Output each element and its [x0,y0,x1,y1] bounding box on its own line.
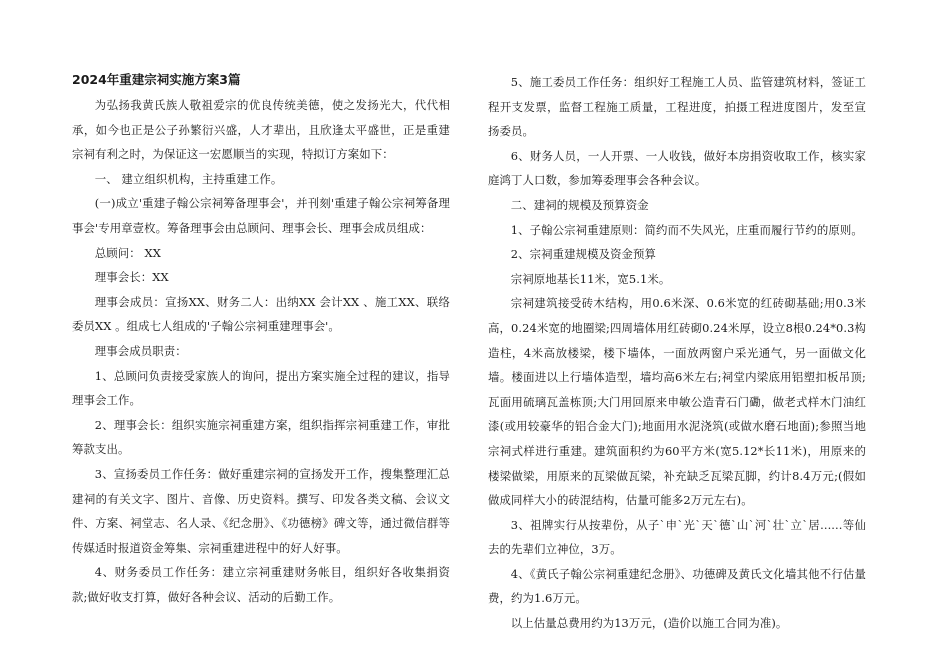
paragraph: (一)成立'重建子翰公宗祠筹备理事会'，并刊刻'重建子翰公宗祠筹备理事会'专用章壹枚。筹备理事会由总顾问、理事会长、理事会成员组成： [72,196,450,235]
paragraph: 宗祠建筑接受砖木结构，用0.6米深、0.6米宽的红砖砌基础;用0.3米高，0.24米宽的地圈梁;四周墙体用红砖砌0.24米厚，设立8根0.24*0.3构造柱，4米高放楼梁，楼下墙体，一面放两窗户采光通气，另一面做文化墙。楼面进以上行墙体造型，墙均高6米左右;祠堂内梁底用铝塑扣板吊顶;瓦面用硫璃瓦盖栋顶;大门用回原来申敏公造青石门磡，做老式样木门油红漆(或用较豪华的铝合金大门);地面用水泥浇筑(或做水磨石地面);参照当地宗祠式样进行重建。建筑面积约为60平方米(宽5.12*长11米)，用原来的楼梁做梁，用原来的瓦梁做瓦梁，补充缺乏瓦梁瓦脚，约计8.4万元;(假如做成同样大小的砖混结构，估量可能多2万元左右)。 [488,296,866,508]
document-title: 2024年重建宗祠实施方案3篇 [72,72,241,87]
paragraph: 理事会成员：宣扬XX、财务二人：出纳XX 会计XX 、施工XX、联络委员XX 。组成七人组成的'子翰公宗祠重建理事会'。 [72,294,450,334]
paragraph: 4、《黄氏子翰公宗祠重建纪念册》、功德碑及黄氏文化墙其他不行估量费，约为1.6万元。 [488,566,866,606]
paragraph: 1、子翰公宗祠重建原则：简约而不失风光，庄重而履行节约的原则。 [510,222,863,237]
paragraph: 宗祠原地基长11米，宽5.1米。 [510,271,671,286]
paragraph: 总顾问： XX [94,245,161,260]
left-column [72,70,450,609]
right-column [488,70,866,636]
paragraph: 5、施工委员工作任务：组织好工程施工人员、监管建筑材料，签证工程开支发票，监督工程施工质量，工程进度，拍摄工程进度图片，发至宣扬委员。 [488,75,866,139]
paragraph: 为弘扬我黄氏族人敬祖爱宗的优良传统美德，使之发扬光大，代代相承，如今也正是公子孙繁衍兴盛，人才辈出，且欣逢太平盛世，正是重建宗祠有利之时，为保证这一宏愿顺当的实现，特拟订方案如下： [72,98,450,162]
paragraph: 理事会长：XX [94,270,169,285]
paragraph: 4、财务委员工作任务：建立宗祠重建财务帐目，组织好各收集捐资款;做好收支打算，做好各种会议、活动的后勤工作。 [72,565,450,604]
paragraph: 3、祖牌实行从按辈份，从子`申`光`天`德`山`河`壮`立`居......等仙去的先辈们立神位，3万。 [488,517,866,557]
paragraph: 6、财务人员，一人开票、一人收钱，做好本房捐资收取工作，核实家庭鸿丁人口数，参加筹委理事会各种会议。 [488,148,866,188]
section-heading: 一、 建立组织机构，主持重建工作。 [94,171,283,186]
paragraph: 3、宣扬委员工作任务：做好重建宗祠的宣扬发开工作，搜集整理汇总建祠的有关文字、图片、音像、历史资料。撰写、印发各类文稿、会议文件、方案、祠堂志、名人录、《纪念册》、《功德榜》碑文等，通过微信群等传媒适时报道资金筹集、宗祠重建进程中的好人好事。 [72,466,450,555]
paragraph: 理事会成员职责： [94,343,187,358]
paragraph: 以上估量总费用约为13万元，(造价以施工合同为准)。 [510,616,788,631]
paragraph: 2、宗祠重建规模及资金预算 [510,247,657,262]
section-heading: 二、建祠的规模及预算资金 [510,197,649,212]
paragraph: 1、总顾问负责接受家族人的询问，提出方案实施全过程的建议，指导理事会工作。 [72,368,450,408]
paragraph: 2、理事会长：组织实施宗祠重建方案，组织指挥宗祠重建工作，审批筹款支出。 [72,417,450,457]
